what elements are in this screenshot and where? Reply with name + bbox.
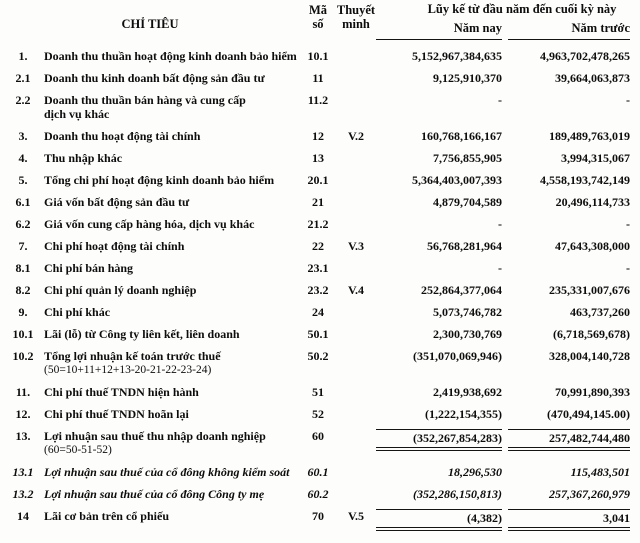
table-row	[0, 173, 640, 187]
note-column-header	[336, 0, 376, 31]
table-body	[0, 49, 640, 531]
row-value-previous: 39,664,063,873	[555, 71, 630, 85]
table-row	[0, 349, 640, 377]
row-number: 13.	[15, 429, 31, 443]
row-value-previous: -	[626, 93, 630, 107]
row-code: 23.1	[307, 261, 329, 275]
row-label-lines	[44, 129, 300, 143]
row-label	[44, 487, 300, 501]
row-code: 11.2	[307, 93, 329, 107]
note-header-line1: Thuyết	[336, 3, 376, 17]
row-label-lines	[44, 239, 300, 253]
row-number: 5.	[18, 173, 28, 187]
period-header-group	[376, 0, 630, 40]
row-value-previous: 4,558,193,742,149	[540, 173, 630, 187]
row-number: 7.	[18, 239, 28, 253]
row-number: 10.2	[12, 349, 34, 363]
label-line: Chi phí thuế TNDN hiện hành	[44, 385, 199, 399]
row-label-lines	[44, 261, 300, 275]
row-number: 8.2	[15, 283, 31, 297]
label-line: Lợi nhuận sau thuế của cổ đông Công ty mẹ	[44, 487, 265, 501]
row-value-previous: 47,643,308,000	[555, 239, 630, 253]
row-label	[44, 283, 300, 297]
row-label	[44, 195, 300, 209]
table-row	[0, 407, 640, 421]
row-label	[44, 173, 300, 187]
row-label	[44, 349, 300, 377]
row-value-current: (4,382)	[376, 509, 502, 531]
row-label	[44, 71, 300, 85]
row-code: 60.2	[307, 487, 329, 501]
row-label	[44, 465, 300, 479]
row-note: V.4	[347, 283, 365, 297]
row-label	[44, 217, 300, 231]
row-number: 1.	[18, 49, 28, 63]
row-value-current: 4,879,704,589	[433, 195, 502, 209]
row-code: 21	[312, 195, 324, 209]
row-formula: (50=10+11+12+13-20-21-22-23-24)	[44, 364, 212, 376]
label-line: Lãi cơ bản trên cổ phiếu	[44, 509, 169, 523]
row-label	[44, 151, 300, 165]
row-number: 9.	[18, 305, 28, 319]
row-value-previous: 257,482,744,480	[508, 429, 630, 451]
label-line: Doanh thu thuần bán hàng và cung cấp	[44, 93, 246, 107]
row-formula: (60=50-51-52)	[44, 444, 112, 456]
row-value-current: (1,222,154,355)	[425, 407, 502, 421]
row-code: 11	[312, 71, 324, 85]
label-line: Tổng chi phí hoạt động kinh doanh bảo hiểm	[44, 173, 275, 187]
row-code: 10.1	[307, 49, 329, 63]
row-number: 11.	[15, 385, 31, 399]
row-label-lines	[44, 509, 300, 523]
row-value-current: 2,300,730,769	[433, 327, 502, 341]
current-year-header: Năm nay	[376, 21, 502, 40]
table-row	[0, 151, 640, 165]
code-column-header	[300, 0, 336, 31]
row-value-previous: 70,991,890,393	[555, 385, 630, 399]
table-row	[0, 71, 640, 85]
table-row	[0, 305, 640, 319]
table-row	[0, 327, 640, 341]
row-label-lines	[44, 327, 300, 341]
row-value-previous: -	[626, 217, 630, 231]
row-value-previous: 20,496,114,733	[555, 195, 630, 209]
table-row	[0, 93, 640, 121]
code-header-line2: số	[312, 17, 324, 31]
label-line: Lợi nhuận sau thuế của cổ đông không kiểm soát	[44, 465, 290, 479]
table-row	[0, 465, 640, 479]
row-value-current: -	[498, 261, 502, 275]
row-code: 51	[312, 385, 324, 399]
period-header: Lũy kế từ đầu năm đến cuối kỳ này	[427, 2, 617, 16]
row-note: V.3	[347, 239, 365, 253]
table-row	[0, 129, 640, 143]
row-code: 22	[312, 239, 324, 253]
row-label	[44, 327, 300, 341]
table-row	[0, 487, 640, 501]
table-row	[0, 429, 640, 457]
label-line: Lãi (lỗ) từ Công ty liên kết, liên doanh	[44, 327, 240, 341]
row-value-current: 56,768,281,964	[427, 239, 502, 253]
row-label-lines	[44, 173, 300, 187]
label-line: Doanh thu hoạt động tài chính	[44, 129, 201, 143]
label-line: Chi phí khác	[44, 305, 111, 319]
row-code: 21.2	[307, 217, 329, 231]
table-row	[0, 509, 640, 531]
row-label	[44, 509, 300, 523]
row-number: 6.1	[15, 195, 31, 209]
previous-year-header: Năm trước	[508, 21, 630, 40]
row-label-lines	[44, 349, 300, 363]
row-label-lines	[44, 305, 300, 319]
label-line: Lợi nhuận sau thuế thu nhập doanh nghiệp	[44, 429, 266, 443]
label-line: Chi phí thuế TNDN hoãn lại	[44, 407, 189, 421]
label-line: Chi phí quản lý doanh nghiệp	[44, 283, 197, 297]
row-number: 2.2	[15, 93, 31, 107]
row-code: 70	[312, 509, 324, 523]
row-label-lines	[44, 195, 300, 209]
row-code: 13	[312, 151, 324, 165]
row-number: 6.2	[15, 217, 31, 231]
label-line: Chi phí hoạt động tài chính	[44, 239, 185, 253]
row-value-current: 2,419,938,692	[433, 385, 502, 399]
label-line: Giá vốn bất động sản đầu tư	[44, 195, 190, 209]
label-line: Thu nhập khác	[44, 151, 123, 165]
row-note: V.2	[347, 129, 365, 143]
row-label	[44, 49, 300, 63]
row-label-lines	[44, 465, 300, 479]
row-code: 50.2	[307, 349, 329, 363]
row-number: 13.1	[12, 465, 34, 479]
label-line: Chi phí bán hàng	[44, 261, 134, 275]
row-value-current: 252,864,377,064	[421, 283, 502, 297]
row-value-current: (351,070,069,946)	[413, 349, 502, 363]
row-value-current: (352,286,150,813)	[413, 487, 502, 501]
table-row	[0, 239, 640, 253]
row-label	[44, 129, 300, 143]
table-header	[0, 0, 640, 40]
code-header-line1: Mã	[308, 3, 328, 17]
label-line: Doanh thu thuần hoạt động kinh doanh bảo hiểm	[44, 49, 297, 63]
row-value-previous: 4,963,702,478,265	[540, 49, 630, 63]
row-value-current: 5,364,403,007,393	[412, 173, 502, 187]
row-value-previous: 3,994,315,067	[561, 151, 630, 165]
label-line: Giá vốn cung cấp hàng hóa, dịch vụ khác	[44, 217, 255, 231]
row-value-current: (352,267,854,283)	[376, 429, 502, 451]
row-value-current: 5,152,967,384,635	[412, 49, 502, 63]
row-value-previous: (6,718,569,678)	[553, 327, 630, 341]
label-line: Doanh thu kinh doanh bất động sản đầu tư	[44, 71, 265, 85]
row-value-current: 9,125,910,370	[433, 71, 502, 85]
row-number: 10.1	[12, 327, 34, 341]
row-value-previous: 463,737,260	[570, 305, 630, 319]
row-label-lines	[44, 49, 300, 63]
table-row	[0, 261, 640, 275]
row-value-current: 160,768,166,167	[421, 129, 502, 143]
row-label-lines	[44, 407, 300, 421]
table-row	[0, 283, 640, 297]
row-label	[44, 239, 300, 253]
row-label-lines	[44, 217, 300, 231]
row-code: 23.2	[307, 283, 329, 297]
row-label	[44, 305, 300, 319]
row-label	[44, 261, 300, 275]
row-value-current: -	[498, 217, 502, 231]
row-value-previous: 115,483,501	[570, 465, 630, 479]
table-row	[0, 49, 640, 63]
criteria-header: CHỈ TIÊU	[121, 17, 179, 31]
row-value-current: 18,296,530	[448, 465, 502, 479]
row-label-lines	[44, 283, 300, 297]
row-code: 50.1	[307, 327, 329, 341]
row-value-previous: 189,489,763,019	[549, 129, 630, 143]
row-value-current: 7,756,855,905	[433, 151, 502, 165]
row-number: 3.	[18, 129, 28, 143]
row-code: 20.1	[307, 173, 329, 187]
row-label	[44, 93, 300, 121]
row-code: 12	[312, 129, 324, 143]
table-row	[0, 195, 640, 209]
table-row	[0, 217, 640, 231]
value-column-headers	[376, 21, 630, 40]
row-value-current: -	[498, 93, 502, 107]
row-number: 12.	[15, 407, 31, 421]
row-number: 8.1	[15, 261, 31, 275]
row-value-previous: (470,494,145.00)	[547, 407, 630, 421]
row-number: 2.1	[15, 71, 31, 85]
row-code: 60.1	[307, 465, 329, 479]
note-header-line2: minh	[342, 17, 370, 31]
row-value-previous: 235,331,007,676	[549, 283, 630, 297]
row-value-current: 5,073,746,782	[433, 305, 502, 319]
row-number: 13.2	[12, 487, 34, 501]
row-label-lines	[44, 93, 300, 121]
row-label	[44, 407, 300, 421]
row-value-previous: 257,367,260,979	[549, 487, 630, 501]
label-line: Tổng lợi nhuận kế toán trước thuế	[44, 349, 221, 363]
row-label-lines	[44, 71, 300, 85]
row-value-previous: 3,041	[508, 509, 630, 531]
table-row	[0, 385, 640, 399]
row-label-lines	[44, 151, 300, 165]
row-label	[44, 385, 300, 399]
row-label-lines	[44, 385, 300, 399]
row-code: 52	[312, 407, 324, 421]
row-code: 60	[312, 429, 324, 443]
row-value-previous: -	[626, 261, 630, 275]
row-label	[44, 429, 300, 457]
row-label-lines	[44, 487, 300, 501]
row-note: V.5	[347, 509, 365, 523]
row-code: 24	[312, 305, 324, 319]
label-line: dịch vụ khác	[44, 107, 110, 121]
row-label-lines	[44, 429, 300, 443]
row-value-previous: 328,004,140,728	[549, 349, 630, 363]
row-number: 14	[17, 509, 29, 523]
row-number: 4.	[18, 151, 28, 165]
